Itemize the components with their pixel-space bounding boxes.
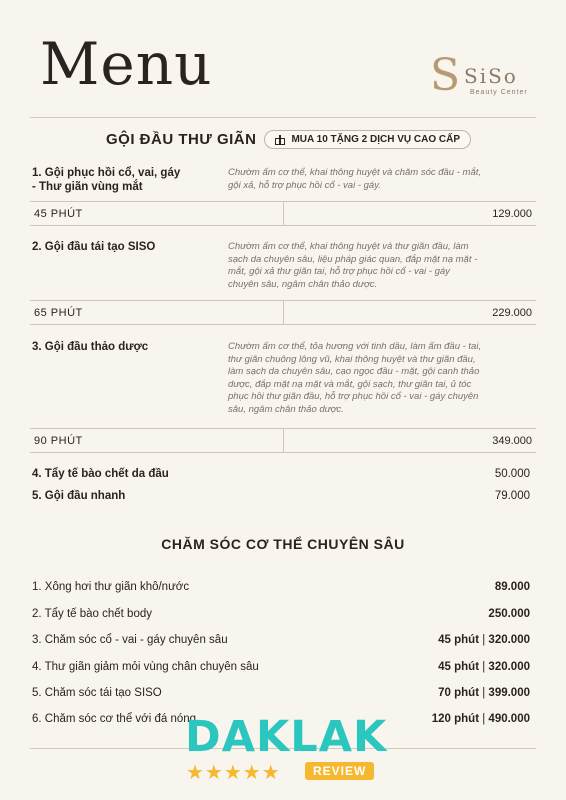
- price: 229.000: [492, 307, 532, 319]
- row-divider: [283, 301, 284, 324]
- service-description: Chườm ấm cơ thể, khai thông huyệt và chăm sóc đầu - mắt, gội xả, hỗ trợ phục hồi cổ - vai - gáy.: [228, 167, 482, 191]
- service-description: Chườm ấm cơ thể, tỏa hương với tinh dầu, làm ấm đầu - tai, thư giãn chuông lông vũ, khai thông huyệt và thư giãn đầu, làm sạch da chuyên sâu, cạo ngọc đầu - mặt, gội canh thảo dược, đắp mặt nạ mặt và mắt, gội sạch, thư giãn tai, ủ tóc phục hồi thư giãn đầu, hỗ trợ phục hồi cổ - vai - gáy chuyên sâu, ngâm chân thảo dược.: [228, 341, 482, 415]
- list-item: 4. Thư giãn giảm mỏi vùng chân chuyên sâu 45 phút | 320.000: [32, 661, 530, 673]
- logo-mark-icon: S: [430, 50, 461, 101]
- price: 129.000: [492, 208, 532, 220]
- service-name: 2. Gội đầu tái tạo SISO: [32, 241, 156, 253]
- duration: 45 PHÚT: [34, 208, 83, 220]
- list-item: 4. Tẩy tế bào chết da đầu 50.000: [32, 468, 530, 480]
- list-item: 3. Chăm sóc cổ - vai - gáy chuyên sâu 45 phút | 320.000: [32, 634, 530, 646]
- watermark-text: DAKLAK: [185, 712, 388, 762]
- duration: 65 PHÚT: [34, 307, 83, 319]
- list-item: 1. Xông hơi thư giãn khô/nước 89.000: [32, 581, 530, 593]
- promo-badge: [264, 130, 471, 149]
- list-item: 5. Chăm sóc tái tạo SISO 70 phút | 399.000: [32, 687, 530, 699]
- service-description: Chườm ấm cơ thể, khai thông huyệt và thư giãn đầu, làm sạch da chuyên sâu, liệu pháp giác quan, đắp mặt nạ mặt - mắt, gội xả thư giãn tai, hỗ trợ phục hồi cổ - vai - gáy chuyên sâu, ngâm chân thảo dược.: [228, 241, 478, 290]
- page-title: Menu: [40, 30, 213, 98]
- service-name: 1. Gội phục hồi cổ, vai, gáy - Thư giãn vùng mắt: [32, 167, 181, 193]
- logo-subtitle: Beauty Center: [470, 89, 528, 96]
- list-item: 6. Chăm sóc cơ thể với đá nóng 120 phút | 490.000: [32, 713, 530, 725]
- list-item: 2. Tẩy tế bào chết body 250.000: [32, 608, 530, 620]
- row-divider: [283, 202, 284, 225]
- row-divider: [283, 429, 284, 452]
- list-item: 5. Gội đầu nhanh 79.000: [32, 490, 530, 502]
- section1-title: GỘI ĐẦU THƯ GIÃN: [106, 131, 257, 148]
- section1-header: [106, 130, 471, 149]
- divider: [30, 117, 536, 118]
- price-row: [30, 428, 536, 453]
- duration: 90 PHÚT: [34, 435, 83, 447]
- section2-title: CHĂM SÓC CƠ THỂ CHUYÊN SÂU: [161, 536, 405, 552]
- brand-logo: [430, 50, 536, 104]
- watermark: [0, 712, 566, 792]
- gift-icon: [275, 135, 285, 145]
- price-row: [30, 201, 536, 226]
- price-row: [30, 300, 536, 325]
- star-rating-icon: ★★★★★: [186, 762, 281, 784]
- logo-name: SiSo: [464, 64, 518, 88]
- review-badge: REVIEW: [305, 762, 374, 780]
- service-name: 3. Gội đầu thảo dược: [32, 341, 149, 353]
- price: 349.000: [492, 435, 532, 447]
- promo-text: MUA 10 TẶNG 2 DỊCH VỤ CAO CẤP: [291, 134, 460, 145]
